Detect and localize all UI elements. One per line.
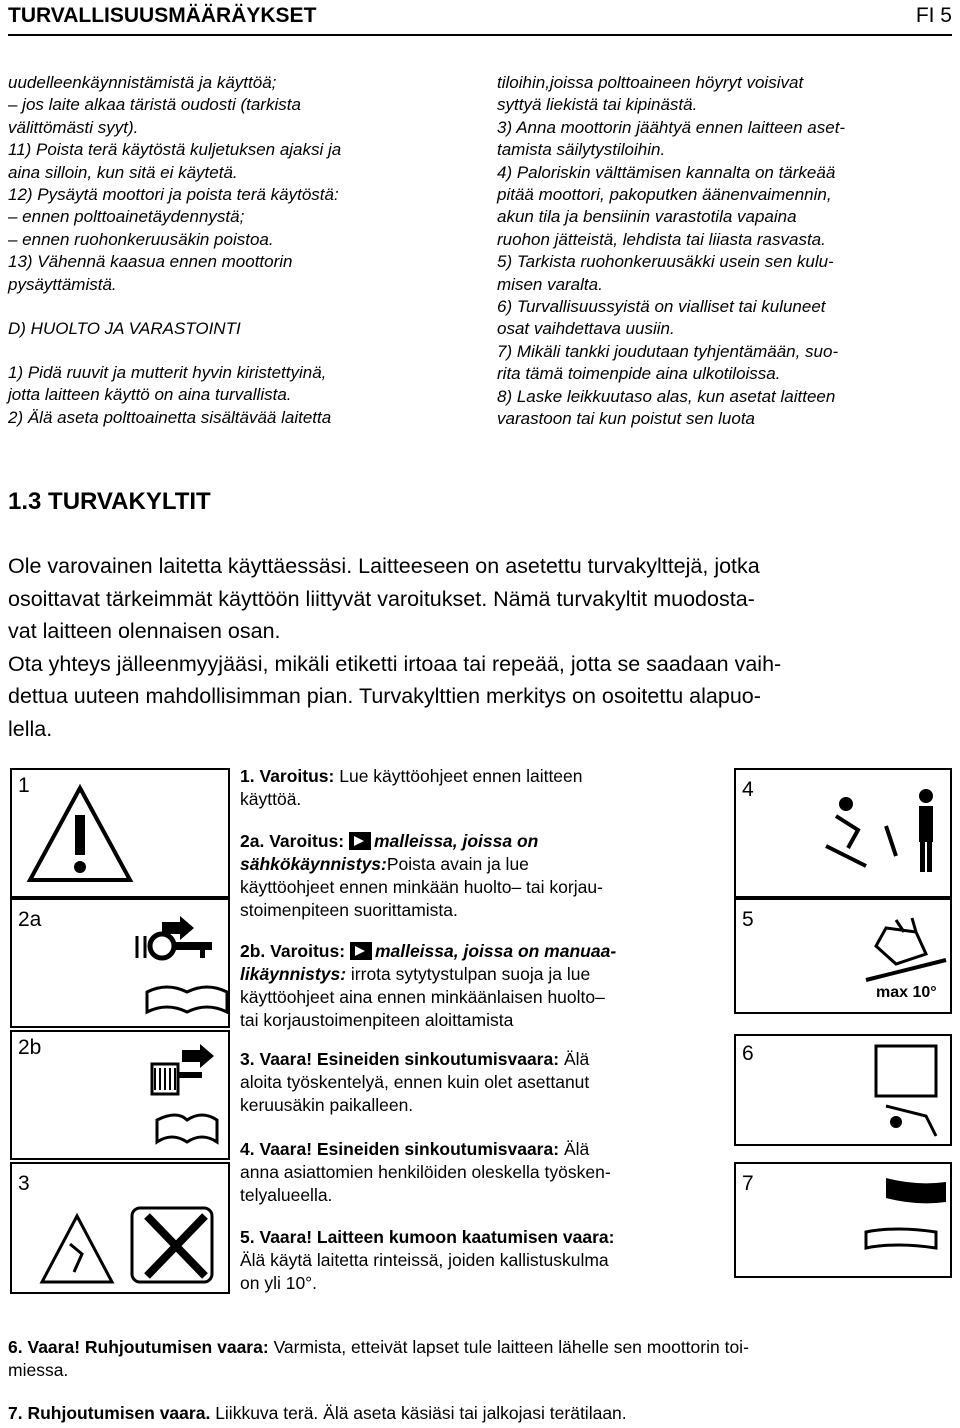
- desc-bold: Vaara! Laitteen kumoon kaatumisen vaara:: [259, 1227, 615, 1247]
- footer-item-6: [8, 1336, 749, 1382]
- desc-num: 7.: [8, 1403, 23, 1423]
- bystander-icon: [736, 770, 950, 896]
- text-line: osoittavat tärkeimmät käyttöön liittyvät varoitukset. Nämä turvakyltit muodosta-: [8, 586, 755, 611]
- desc-2b: [240, 940, 616, 1032]
- label-box-7: [734, 1162, 952, 1278]
- desc-num: 2a.: [240, 831, 265, 851]
- desc-text: anna asiattomien henkilöiden oleskella työsken-: [240, 1162, 611, 1182]
- label-number: 1: [18, 774, 30, 797]
- text-line: – ennen ruohonkeruusäkin poistoa.: [8, 229, 274, 249]
- text-line: jotta laitteen käyttö on aina turvallista.: [8, 385, 292, 405]
- electric-start-marker-icon: [349, 832, 371, 850]
- desc-bold: Ruhjoutumisen vaara.: [27, 1403, 211, 1423]
- text-line: 11) Poista terä käytöstä kuljetuksen ajaksi ja: [8, 140, 342, 160]
- label-box-2b: [10, 1030, 230, 1160]
- label-box-5: [734, 898, 952, 1014]
- label-number: 6: [742, 1042, 754, 1065]
- right-column: [497, 72, 845, 431]
- footer-item-7: [8, 1402, 627, 1425]
- text-line: 4) Paloriskin välttämisen kannalta on tärkeää: [497, 162, 836, 182]
- desc-text: Älä: [563, 1049, 590, 1069]
- desc-bold: Varoitus:: [270, 941, 346, 961]
- desc-2a: [240, 830, 603, 922]
- text-line: 6) Turvallisuussyistä on vialliset tai kuluneet: [497, 297, 826, 317]
- intro-paragraph: [8, 550, 958, 745]
- label-number: 4: [742, 778, 754, 801]
- text-line: lella.: [8, 716, 53, 741]
- desc-bold: Vaara! Ruhjoutumisen vaara:: [27, 1337, 269, 1357]
- text-line: misen varalta.: [497, 274, 603, 294]
- text-line: pysäyttämistä.: [8, 274, 117, 294]
- label-box-4: [734, 768, 952, 898]
- desc-text: Älä: [563, 1139, 590, 1159]
- text-line: – jos laite alkaa täristä oudosti (tarkista: [8, 95, 301, 115]
- label-box-6: [734, 1034, 952, 1146]
- desc-text: Liikkuva terä. Älä aseta käsiäsi tai jalkojasi terätilaan.: [215, 1403, 627, 1423]
- desc-text: aloita työskentelyä, ennen kuin olet asettanut: [240, 1072, 590, 1092]
- desc-text: stoimenpiteen suorittamista.: [240, 900, 458, 920]
- text-line: tamista säilytystiloihin.: [497, 140, 666, 160]
- text-line: 1) Pidä ruuvit ja mutterit hyvin kiristettyinä,: [8, 363, 327, 382]
- section-heading: 1.3 TURVAKYLTIT: [8, 488, 211, 515]
- desc-text: keruusäkin paikalleen.: [240, 1095, 414, 1115]
- label-number: 5: [742, 908, 754, 931]
- text-line: uudelleenkäynnistämistä ja käyttöä;: [8, 73, 277, 92]
- label-number: 2a: [18, 908, 42, 931]
- header-divider: [8, 34, 952, 36]
- text-line: 12) Pysäytä moottori ja poista terä käytöstä:: [8, 185, 339, 205]
- page-header-title: TURVALLISUUSMÄÄRÄYKSET: [8, 4, 317, 27]
- blade-hand-icon: [736, 1164, 950, 1276]
- desc-text: Lue käyttöohjeet ennen laitteen: [339, 766, 583, 786]
- text-line: ruohon jätteistä, lehdista tai liiasta rasvasta.: [497, 229, 826, 249]
- spark-plug-manual-icon: [12, 1032, 228, 1158]
- text-line: 13) Vähennä kaasua ennen moottorin: [8, 252, 293, 272]
- text-line: akun tila ja bensiinin varastotila vapaina: [497, 207, 797, 227]
- desc-num: 4.: [240, 1139, 255, 1159]
- max-angle-label: max 10°: [876, 984, 937, 1001]
- label-box-1: [10, 768, 230, 898]
- desc-italic: malleissa, joissa on manuaa-: [374, 941, 617, 961]
- desc-num: 5.: [240, 1227, 255, 1247]
- desc-bold: Varoitus:: [269, 831, 345, 851]
- text-line: varastoon tai kun poistut sen luota: [497, 409, 755, 429]
- text-line: 8) Laske leikkuutaso alas, kun asetat laitteen: [497, 386, 836, 406]
- text-line: aina silloin, kun sitä ei käytetä.: [8, 162, 238, 182]
- text-line: 7) Mikäli tankki joudutaan tyhjentämään, suo-: [497, 341, 839, 361]
- desc-text: tai korjaustoimenpiteen aloittamista: [240, 1010, 514, 1030]
- label-box-3: [10, 1162, 230, 1294]
- desc-italic: malleissa, joissa on: [373, 831, 539, 851]
- text-line: pitää moottori, pakoputken äänenvaimennin,: [497, 185, 832, 205]
- desc-text: miessa.: [8, 1360, 69, 1380]
- text-line: osat vaihdettava uusiin.: [497, 319, 675, 339]
- desc-text: Älä käytä laitetta rinteissä, joiden kallistuskulma: [240, 1250, 609, 1270]
- desc-italic: likäynnistys:: [240, 964, 347, 984]
- desc-text: Poista avain ja lue: [386, 854, 529, 874]
- label-number: 7: [742, 1172, 754, 1195]
- text-line: vat laitteen olennaisen osan.: [8, 619, 281, 643]
- text-line: rita tämä toimenpide aina ulkotiloissa.: [497, 364, 781, 384]
- desc-num: 3.: [240, 1049, 255, 1069]
- desc-text: käyttöohjeet aina ennen minkäänlaisen huolto–: [240, 987, 605, 1007]
- text-line: välittömästi syyt).: [8, 117, 139, 137]
- text-line: 3) Anna moottorin jäähtyä ennen laitteen aset-: [497, 117, 846, 137]
- text-line: Ole varovainen laitetta käyttäessäsi. Laitteeseen on asetettu turvakylttejä, jotka: [8, 554, 760, 578]
- desc-text: irrota sytytystulpan suoja ja lue: [350, 964, 591, 984]
- desc-text: Varmista, etteivät lapset tule laitteen lähelle sen moottorin toi-: [273, 1337, 749, 1357]
- desc-3: [240, 1048, 589, 1117]
- thrown-objects-icon: [12, 1164, 228, 1292]
- text-line: Ota yhteys jälleenmyyjääsi, mikäli etiketti irtoaa tai repeää, jotta se saadaan vaih-: [8, 651, 782, 676]
- desc-bold: Vaara! Esineiden sinkoutumisvaara:: [259, 1049, 560, 1069]
- label-number: 3: [18, 1172, 30, 1195]
- page-number: FI 5: [915, 4, 952, 27]
- left-column: [8, 72, 341, 296]
- desc-bold: Varoitus:: [259, 766, 335, 786]
- text-line: dettua uuteen mahdollisimman pian. Turvakylttien merkitys on osoitettu alapuo-: [8, 684, 761, 708]
- desc-num: 2b.: [240, 941, 266, 961]
- label-number: 2b: [18, 1036, 42, 1059]
- manual-start-marker-icon: [350, 942, 372, 960]
- label-box-2a: [10, 898, 230, 1028]
- text-line: tiloihin,joissa polttoaineen höyryt voisivat: [497, 73, 804, 92]
- desc-text: käyttöohjeet ennen minkään huolto– tai korjau-: [240, 877, 603, 897]
- maintenance-heading: D) HUOLTO JA VARASTOINTI: [8, 319, 241, 338]
- child-crush-icon: [736, 1036, 950, 1144]
- text-line: 2) Älä aseta polttoainetta sisältävää laitetta: [8, 407, 332, 427]
- text-line: 5) Tarkista ruohonkeruusäkki usein sen kulu-: [497, 252, 834, 272]
- warning-triangle-icon: [12, 770, 228, 896]
- key-manual-icon: [12, 900, 228, 1026]
- text-line: syttyä liekistä tai kipinästä.: [497, 95, 698, 115]
- desc-bold: Vaara! Esineiden sinkoutumisvaara:: [259, 1139, 560, 1159]
- desc-text: on yli 10°.: [240, 1273, 318, 1293]
- desc-num: 1.: [240, 766, 255, 786]
- left-column-2: [8, 362, 331, 429]
- desc-1: [240, 765, 583, 811]
- desc-4: [240, 1138, 611, 1207]
- desc-num: 6.: [8, 1337, 23, 1357]
- text-line: – ennen polttoainetäydennystä;: [8, 207, 245, 227]
- desc-5: [240, 1226, 614, 1295]
- desc-text: käyttöä.: [240, 789, 302, 809]
- desc-text: telyalueella.: [240, 1185, 333, 1205]
- desc-italic: sähkökäynnistys:: [240, 854, 387, 874]
